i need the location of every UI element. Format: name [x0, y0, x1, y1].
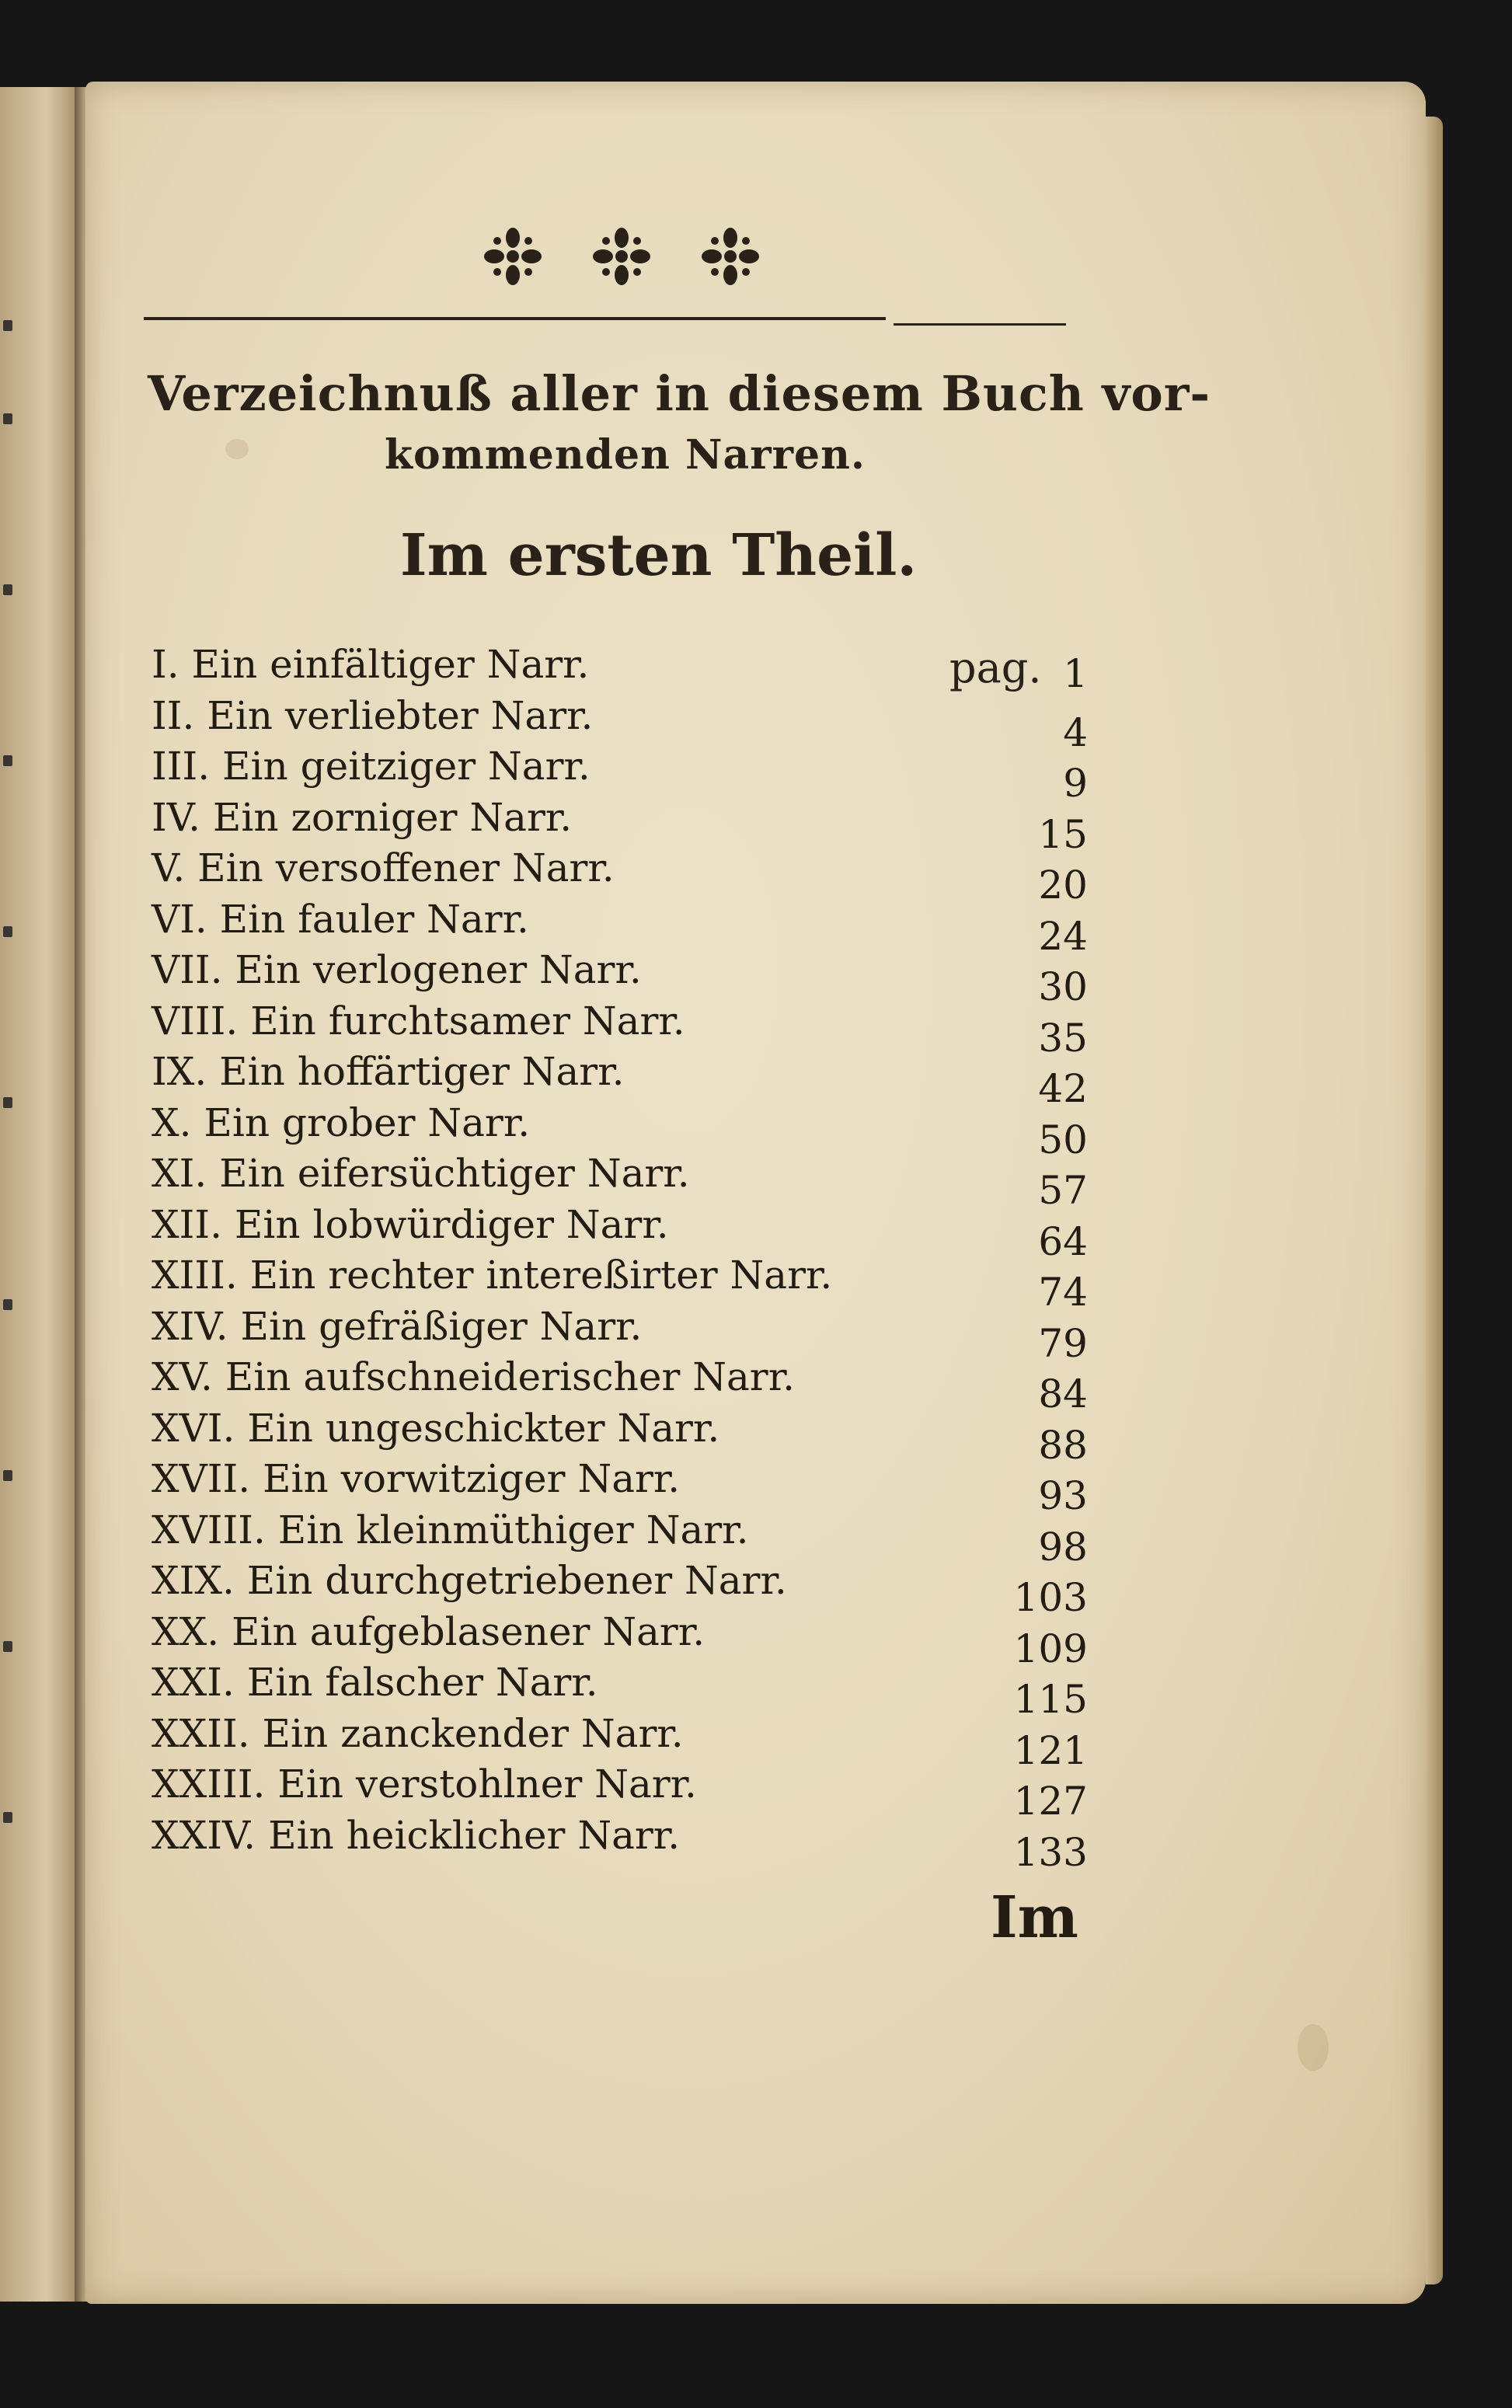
floral-ornament-icon: [699, 225, 761, 287]
toc-entry: IX. Ein hoffärtiger Narr.: [152, 1049, 625, 1094]
section-title: Im ersten Theil.: [400, 522, 918, 589]
toc-entry: XVI. Ein ungeschickter Narr.: [152, 1406, 720, 1451]
toc-entry-page-number: 57: [1038, 1168, 1088, 1213]
toc-entry: VII. Ein verlogener Narr.: [152, 947, 642, 992]
toc-entry-page-number: 74: [1038, 1270, 1088, 1315]
toc-heading-line-2: kommenden Narren.: [385, 431, 866, 479]
toc-entry: X. Ein grober Narr.: [152, 1100, 531, 1145]
page-fore-edge: [1426, 117, 1443, 2284]
toc-entry: XXIV. Ein heicklicher Narr.: [152, 1813, 681, 1858]
toc-entry-page-number: 127: [1013, 1779, 1088, 1824]
catchword: Im: [991, 1884, 1078, 1951]
toc-entry: XIV. Ein gefräßiger Narr.: [152, 1304, 643, 1349]
toc-entry: XX. Ein aufgeblasener Narr.: [152, 1609, 705, 1654]
toc-entry: IV. Ein zorniger Narr.: [152, 795, 573, 840]
toc-entry-page-number: 121: [1013, 1728, 1088, 1773]
toc-entry: XIII. Ein rechter intereßirter Narr.: [152, 1253, 833, 1298]
toc-entry-page-number: 50: [1038, 1117, 1088, 1162]
toc-entry-page-number: 79: [1038, 1321, 1088, 1366]
toc-entry-page-number: 42: [1038, 1066, 1088, 1111]
toc-entry-page-number: 30: [1038, 964, 1088, 1009]
facing-page-edge: [0, 87, 78, 2302]
toc-entry: II. Ein verliebter Narr.: [152, 693, 594, 738]
header-rule: [144, 317, 886, 320]
toc-entry-page-number: 1: [1063, 651, 1088, 696]
toc-entry: VI. Ein fauler Narr.: [152, 897, 529, 942]
toc-entry: XVII. Ein vorwitziger Narr.: [152, 1456, 681, 1501]
header-rule-short: [894, 323, 1066, 326]
paper-stain: [225, 439, 249, 459]
toc-entry-page-number: 109: [1013, 1626, 1088, 1671]
page-column-label: pag.: [949, 643, 1042, 692]
toc-entry: XI. Ein eifersüchtiger Narr.: [152, 1151, 690, 1196]
toc-entry-page-number: 103: [1013, 1575, 1088, 1620]
floral-ornament-icon: [482, 225, 544, 287]
toc-heading-line-1: Verzeichnuß aller in diesem Buch vor-: [148, 365, 1211, 422]
toc-entry: I. Ein einfältiger Narr.: [152, 642, 590, 687]
toc-entry-page-number: 35: [1038, 1016, 1088, 1061]
paper-stain: [1298, 2024, 1329, 2071]
toc-entry: XXII. Ein zanckender Narr.: [152, 1711, 684, 1756]
toc-entry: XXI. Ein falscher Narr.: [152, 1660, 598, 1705]
toc-entry-page-number: 133: [1013, 1830, 1088, 1875]
toc-entry: III. Ein geitziger Narr.: [152, 744, 591, 789]
toc-entry-page-number: 98: [1038, 1525, 1088, 1570]
facing-page-print-marks: [0, 87, 23, 2302]
toc-entry: XVIII. Ein kleinmüthiger Narr.: [152, 1507, 749, 1552]
toc-entry: XIX. Ein durchgetriebener Narr.: [152, 1558, 787, 1603]
header-ornament: [482, 225, 761, 287]
toc-entry-page-number: 93: [1038, 1473, 1088, 1518]
toc-entry-page-number: 24: [1038, 914, 1088, 959]
toc-entry-page-number: 64: [1038, 1219, 1088, 1264]
toc-entry-page-number: 115: [1013, 1677, 1088, 1722]
toc-entry: XII. Ein lobwürdiger Narr.: [152, 1202, 669, 1247]
toc-entry-page-number: 88: [1038, 1423, 1088, 1468]
toc-entry-page-number: 4: [1063, 710, 1088, 755]
toc-entry-page-number: 84: [1038, 1371, 1088, 1417]
toc-entry: VIII. Ein furchtsamer Narr.: [152, 998, 685, 1044]
toc-entry-page-number: 9: [1063, 761, 1088, 806]
toc-entry-page-number: 20: [1038, 862, 1088, 908]
floral-ornament-icon: [591, 225, 653, 287]
toc-entry: V. Ein versoffener Narr.: [152, 845, 615, 890]
toc-entry-page-number: 15: [1038, 812, 1088, 857]
toc-entry: XXIII. Ein verstohlner Narr.: [152, 1762, 697, 1807]
toc-entry: XV. Ein aufschneiderischer Narr.: [152, 1354, 796, 1399]
